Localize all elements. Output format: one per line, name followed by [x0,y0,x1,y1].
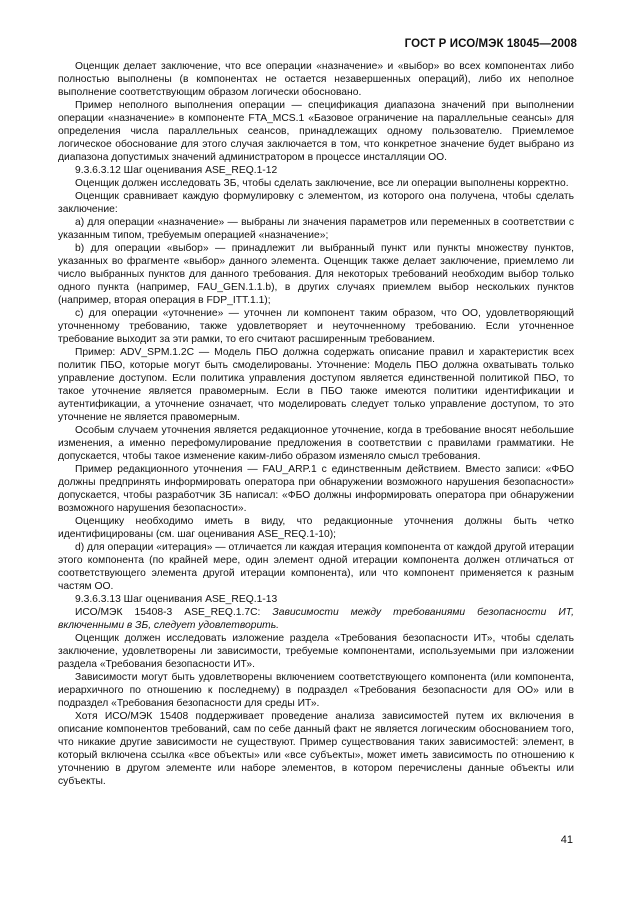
paragraph: Оценщик сравнивает каждую формулировку с элементом, из которого она получена, чтобы сделать заключение: [58,191,574,215]
list-item: с) для операции «уточнение» — уточнен ли компонент таким образом, что ОО, удовлетворяющий уточненному требованию, также удовлетворяет и неуточненному требованию. Если уточненное требование выходит за эти рамки, то его считают расширенным требованием. [58,308,574,345]
paragraph: Хотя ИСО/МЭК 15408 поддерживает проведение анализа зависимостей путем их включения в описание компонентов требований, сам по себе данный факт не является логическим обоснованием того, что никакие другие зависимости не существуют. Пример существования таких зависимостей: элемент, в который включена ссылка «все объекты» или «все субъекты», может иметь зависимость по отношению к уточнению в другом элементе или наборе элементов, в котором перечислены данные объекты или субъекты. [58,711,574,787]
document-header: ГОСТ Р ИСО/МЭК 18045—2008 [404,38,577,50]
page-number: 41 [560,834,573,846]
paragraph: Оценщик должен исследовать изложение раздела «Требования безопасности ИТ», чтобы сделать заключение, удовлетворены ли зависимости, требуемые компонентами, используемыми при изложении раздела «Требования безопасности ИТ». [58,633,574,670]
paragraph: Зависимости могут быть удовлетворены включением соответствующего компонента (или компонента, иерархичного по отношению к последнему) в подраздел «Требования безопасности для ОО» или в подраздел «Требования безопасности для среды ИТ». [58,672,574,709]
paragraph: Пример редакционного уточнения — FAU_ARP.1 с единственным действием. Вместо записи: «ФБО должны предпринять информировать оператора при обнаружении возможного нарушения безопасности» допускается, чтобы разработчик ЗБ написал: «ФБО должны информировать оператора при обнаружении возможного нарушения безопасности». [58,464,574,514]
paragraph: Пример неполного выполнения операции — спецификация диапазона значений при выполнении операции «назначение» в компоненте FTA_MCS.1 «Базовое ограничение на параллельные сеансы» для определения числа параллельных сеансов, принадлежащих одному пользователю. Приемлемое логическое обоснование для этого случая заключается в том, что конкретное значение будет выбрано из диапазона допустимых значений администратором в процессе инсталляции ОО. [58,100,574,163]
paragraph: Оценщик делает заключение, что все операции «назначение» и «выбор» во всех компонентах либо полностью выполнены (в компонентах не остается незавершенных операций), либо их неполное выполнение соответствующим образом логически обосновано. [58,61,574,98]
reference-text: Зависимости между требованиями безопасности ИТ, включенными в ЗБ, следует удовлетворить. [58,607,574,631]
paragraph: Оценщик должен исследовать ЗБ, чтобы сделать заключение, все ли операции выполнены корректно. [75,178,569,189]
paragraph: Особым случаем уточнения является редакционное уточнение, когда в требование вносят небольшие изменения, а именно перефомулирование предложения в соответствии с правилами грамматики. Не допускается, чтобы такое изменение каким-либо образом изменяло смысл требования. [58,425,574,462]
paragraph: Оценщику необходимо иметь в виду, что редакционные уточнения должны быть четко идентифицированы (см. шаг оценивания ASE_REQ.1-10); [58,516,574,540]
section-heading: 9.3.6.3.13 Шаг оценивания ASE_REQ.1-13 [75,594,278,605]
page-body [58,60,574,788]
reference-paragraph [58,606,574,632]
reference-code: ИСО/МЭК 15408-3 ASE_REQ.1.7C: [75,607,273,618]
list-item: b) для операции «выбор» — принадлежит ли выбранный пункт или пункты множеству пунктов, указанных во фрагменте «выбор» данного элемента. Оценщик также делает заключение, приемлемо ли число выбранных пунктов для данного требования. Для некоторых требований необходим выбор только одного пункта (например, FAU_GEN.1.1.b), в других случаях приемлем выбор нескольких пунктов (например, вторая операция в FDP_ITT.1.1); [58,243,574,306]
list-item: d) для операции «итерация» — отличается ли каждая итерация компонента от каждой другой итерации этого компонента (по крайней мере, один элемент одной итерации компонента должен отличаться от соответствующего элемента другой итерации компонента), или что компонент применяется к разным частям ОО. [58,542,574,592]
list-item: а) для операции «назначение» — выбраны ли значения параметров или переменных в соответствии с указанным типом, требуемым операцией «назначение»; [58,217,574,241]
section-heading: 9.3.6.3.12 Шаг оценивания ASE_REQ.1-12 [75,165,278,176]
paragraph: Пример: ADV_SPM.1.2C — Модель ПБО должна содержать описание правил и характеристик всех политик ПБО, которые могут быть смоделированы. Уточнение: Модель ПБО должна охватывать только управление доступом. Если политика управления доступом является единственной политикой ПБО, то такое уточнение является правомерным. Если в ПБО также имеются политики идентификации и аутентификации, а уточнение означает, что моделировать следует только управление доступом, то это уточнение не является правомерным. [58,347,574,423]
